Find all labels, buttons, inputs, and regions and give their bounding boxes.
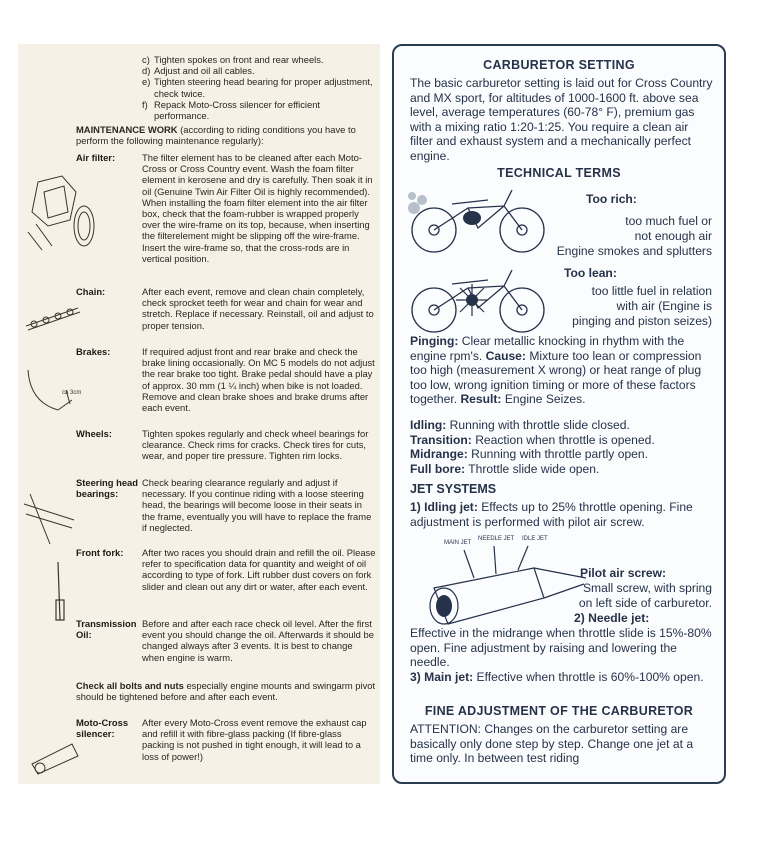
maintenance-column [18,44,380,784]
needle-jet-tag: NEEDLE JET [478,536,515,542]
too-lean-label: Too lean: [564,266,617,280]
front-fork-illustration [48,560,72,624]
list-item: Idling: Running with throttle slide closed. [410,418,630,432]
section-text: If required adjust front and rear brake and check the brake lining occasionally. On MC 5 models do not adjust the rear brake too tight. Brake pedal should have a play of approx. 30 mm (1 ¼ inch) when bike is not loaded. Remove and clean brake shoes and brake drums after each event. [142,346,375,414]
brakes-section [76,346,376,413]
section-label: Steering head bearings: [76,477,138,500]
list-item: f) Repack Moto-Cross silencer for efficient performance. [142,98,321,122]
section-text: The filter element has to be cleaned after each Moto-Cross or Cross Country event. Wash the foam filter element in kerosene and dry is carefully. Then soak it in oil (Genuine Twin Air Filter Oil is highly recommended). When installing the foam filter element into the air filter box, check that the foam-rubber is wrapped properly over the wire-frame on its top, because, when inserting the filterelement might be slipping off the wire-frame. Insert the wire-frame so, that the cross-rods are in vertical position. [142,152,373,264]
main-jet-tag: MAIN JET [444,540,472,546]
carburetor-title: CARBURETOR SETTING [483,58,635,72]
transmission-oil-section [76,618,376,663]
section-label: Transmission Oil: [76,618,137,641]
section-label: Brakes: [76,346,111,357]
too-lean-line: too little fuel in relation [591,284,712,298]
section-text: Tighten spokes regularly and check wheel bearings for clearance. Check rims for cracks. Check tires for cuts, wear, and poper tire pressure. Tighten rim locks. [142,428,369,462]
section-text: Check bearing clearance regularly and adjust if necessary. If you continue riding with a loose steering head, the bearings will become loose in their seats in the frame, eventually you will have to replace the frame if neglected. [142,477,372,533]
pilot-line: Small screw, with spring [582,581,712,595]
pinging-paragraph: Pinging: Clear metallic knocking in rhythm with the engine rpm's. Cause: Mixture too lean or compression too high (measurement X wrong) or heat range of plug too low, wrong ignition timing or more of these factors together. Result: Engine Seizes. [410,334,702,407]
list-item: Full bore: Throttle slide wide open. [410,461,600,476]
section-text: After every Moto-Cross event remove the exhaust cap and refill it with fibre-glass packing (If fibre-glass packing is not pushed in tight enough, it will lead to a loss of power!) [142,717,367,762]
section-label: Wheels: [76,428,112,439]
list-item: Midrange: Running with throttle partly open. [410,447,648,462]
pilot-air-screw-label: Pilot air screw: [580,566,667,580]
idle-jet-tag: IDLE JET [522,536,548,542]
needle-jet-paragraph: Effective in the midrange when throttle slide is 15%-80% open. Fine adjustment by raising and lowering the needle. [410,626,712,670]
too-rich-line: not enough air [634,229,712,243]
section-label: Front fork: [76,547,124,558]
list-item: c) Tighten spokes on front and rear wheels. [142,54,324,65]
too-rich-label: Too rich: [586,192,637,206]
brake-pedal-illustration [20,360,82,420]
attention-paragraph: ATTENTION: Changes on the carburetor setting are basically only done step by step. Change one jet at a time only. In between test riding [410,722,694,766]
section-label: Check all bolts and nuts [76,680,184,691]
carburetor-box [392,44,726,784]
too-lean-line: pinging and piston seizes) [572,314,712,328]
section-text: especially engine mounts and swingarm pivot should be tightened before and after each event. [76,680,376,703]
fine-adjustment-title: FINE ADJUSTMENT OF THE CARBURETOR [424,704,694,718]
carburetor-intro: The basic carburetor setting is laid out for Cross Country and MX sport, for altitudes of 1000-1600 ft. above sea level, average temperatures (60-78° F), premium gas with a mixing ratio 1:20-1:25. You require a clean air filter and exhaust system and a mechanically perfect engine. [410,76,713,163]
definitions-list [410,418,714,476]
steering-head-illustration [20,484,76,554]
section-text: Before and after each race check oil level. After the first event you should change the oil. Afterwards it should be changed always after 3 events. It is best to change when engine is warm. [142,618,374,663]
too-rich-line: Engine smokes and splutters [556,244,712,258]
chain-section [76,286,376,331]
air-filter-section [76,152,376,264]
section-text: After two races you should drain and refill the oil. Please refer to specification data for quantity and weight of oil according to type of fork. Lift rubber dust covers on fork slider and clean out any dirt or water, after each event. [142,547,376,592]
needle-jet-label: 2) Needle jet: [574,611,650,625]
wheels-section [76,428,376,462]
list-item: Transition: Reaction when throttle is opened. [410,432,655,447]
chain-illustration [22,302,82,332]
section-label: Moto-Cross silencer: [76,717,129,740]
technical-terms-title: TECHNICAL TERMS [497,166,621,180]
brake-callout: ca 3cm [62,390,82,396]
too-rich-line: too much fuel or [625,214,712,228]
too-lean-line: with air (Engine is [616,299,712,313]
list-item: e) Tighten steering head bearing for proper adjustment, check twice. [142,76,373,99]
steering-head-section [76,477,376,533]
main-jet-paragraph: 3) Main jet: Effective when throttle is 60%-100% open. [410,670,704,684]
section-label: Chain: [76,286,106,297]
carburetor-illustration [404,528,594,626]
jet-systems-title: JET SYSTEMS [410,482,497,496]
pilot-line: on left side of carburetor. [578,596,712,610]
idling-jet-paragraph: 1) Idling jet: Effects up to 25% throttle opening. Fine adjustment is performed with pilot air screw. [410,500,693,529]
bolts-nuts-section [76,680,376,702]
front-fork-section [76,547,376,592]
silencer-section [76,717,376,762]
maintenance-heading: MAINTENANCE WORK (according to riding conditions you have to perform the following maintenance regularly): [76,124,356,147]
section-text: After each event, remove and clean chain completely, check sprocket teeth for wear and chain for wear and stretch. Replace if necessary. Reinstall, oil and adjust to proper tension. [142,286,374,331]
motorcycle-rich-illustration [408,182,548,256]
motorcycle-lean-illustration [408,260,548,336]
section-label: Air filter: [76,152,116,163]
maintenance-checklist [142,54,376,121]
list-item: d) Adjust and oil all cables. [142,65,255,77]
